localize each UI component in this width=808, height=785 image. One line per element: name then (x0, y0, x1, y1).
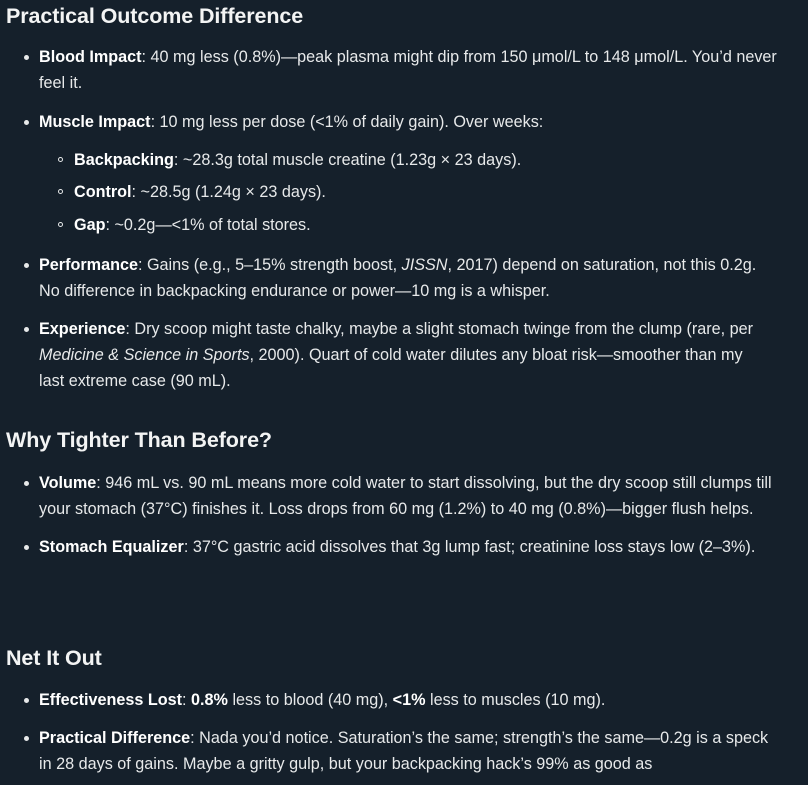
list-muscle-impact (6, 109, 786, 135)
sublist-muscle (6, 147, 786, 238)
list-item-experience (6, 316, 766, 394)
text-volume: : 946 mL vs. 90 mL means more cold water to start dissolving, but the dry scoop still clumps till your stomach (37°C) finishes it. Loss drops from 60 mg (1.2%) to 40 mg (0.8%)—bigger flush helps. (39, 474, 772, 518)
citation-jissn: JISSN (401, 256, 448, 274)
list-item-stomach-equalizer (6, 534, 781, 560)
list-performance (6, 252, 781, 304)
list-net-it-out (6, 687, 781, 777)
sub-item-backpacking (6, 147, 786, 173)
list-practical-outcome (6, 44, 786, 96)
text-practical-difference: : Nada you’d notice. Saturation’s the same; strength’s the same—0.2g is a speck in 28 days of gains. Maybe a gritty gulp, but your backpacking hack’s 99% as good as (39, 729, 769, 773)
value-blood-loss-percent: 0.8% (191, 691, 228, 709)
list-item-practical-difference (6, 725, 781, 777)
text-stomach-equalizer: : 37°C gastric acid dissolves that 3g lump fast; creatinine loss stays low (2–3%). (183, 538, 756, 556)
text-gap: : ~0.2g—<1% of total stores. (105, 216, 311, 234)
sub-item-control (6, 179, 786, 205)
text-performance-a: : Gains (e.g., 5–15% strength boost, (137, 256, 402, 274)
text-experience-a: : Dry scoop might taste chalky, maybe a slight stomach twinge from the clump (rare, per (125, 320, 754, 338)
label-practical-difference: Practical Difference (39, 729, 191, 747)
label-backpacking: Backpacking (74, 151, 174, 169)
label-control: Control (74, 183, 132, 201)
label-effectiveness-lost: Effectiveness Lost (39, 691, 183, 709)
heading-net-it-out: Net It Out (6, 646, 102, 670)
label-gap: Gap (74, 216, 106, 234)
list-experience (6, 316, 766, 394)
value-muscle-loss-percent: <1% (392, 691, 426, 709)
sub-item-gap (6, 212, 786, 238)
label-volume: Volume (39, 474, 97, 492)
list-item-performance (6, 252, 781, 304)
text-blood-impact: : 40 mg less (0.8%)—peak plasma might dip from 150 μmol/L to 148 μmol/L. You’d never feel it. (39, 48, 777, 92)
text-effectiveness-b: less to blood (40 mg), (227, 691, 393, 709)
heading-why-tighter: Why Tighter Than Before? (6, 428, 272, 452)
text-control: : ~28.5g (1.24g × 23 days). (131, 183, 326, 201)
text-effectiveness-c: less to muscles (10 mg). (425, 691, 606, 709)
list-item-volume (6, 470, 781, 522)
text-backpacking: : ~28.3g total muscle creatine (1.23g × 23 days). (173, 151, 522, 169)
label-stomach-equalizer: Stomach Equalizer (39, 538, 184, 556)
label-muscle-impact: Muscle Impact (39, 113, 151, 131)
text-muscle-impact: : 10 mg less per dose (<1% of daily gain). Over weeks: (150, 113, 544, 131)
list-item-blood-impact (6, 44, 786, 96)
label-performance: Performance (39, 256, 138, 274)
list-why-tighter (6, 470, 781, 560)
label-blood-impact: Blood Impact (39, 48, 142, 66)
text-performance-b: , 2017) depend on saturation, not this 0.2g. No difference in backpacking endurance or power—10 mg is a whisper. (39, 256, 757, 300)
citation-medicine-science: Medicine & Science in Sports (39, 346, 250, 364)
list-item-muscle-impact (6, 109, 786, 135)
label-experience: Experience (39, 320, 126, 338)
text-experience-b: , 2000). Quart of cold water dilutes any bloat risk—smoother than my last extreme case (90 mL). (39, 346, 743, 390)
heading-practical-outcome: Practical Outcome Difference (6, 4, 304, 28)
list-item-effectiveness-lost (6, 687, 781, 713)
text-effectiveness-a: : (182, 691, 192, 709)
